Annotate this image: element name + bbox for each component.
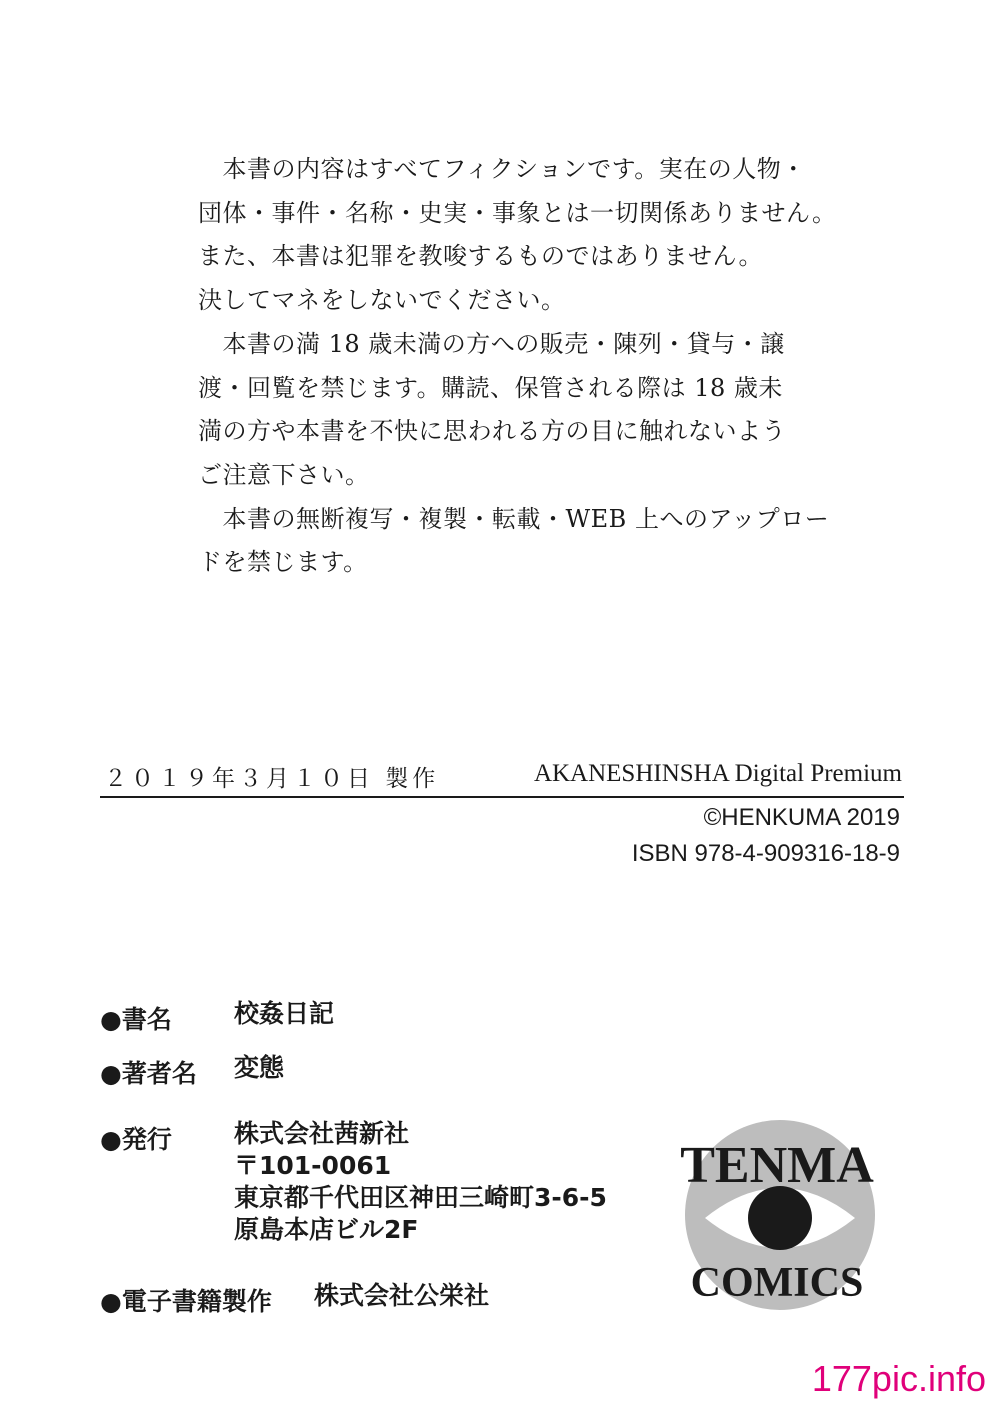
disclaimer-notice bbox=[198, 148, 837, 585]
credit-label: ●電子書籍製作 bbox=[100, 1287, 272, 1316]
production-date: ２０１９年３月１０日 製作 bbox=[104, 766, 440, 792]
logo-top-text: TENMA bbox=[680, 1137, 874, 1194]
notice-line: 本書の内容はすべてフィクションです。実在の人物・ bbox=[198, 155, 806, 183]
logo-bottom-text: COMICS bbox=[690, 1260, 864, 1306]
notice-line: 決してマネをしないでください。 bbox=[198, 286, 566, 315]
notice-line: また、本書は犯罪を教唆するものではありません。 bbox=[198, 242, 763, 271]
notice-line: 本書の満 18 歳未満の方への販売・陳列・貸与・譲 bbox=[198, 329, 785, 358]
notice-line: ドを禁じます。 bbox=[198, 548, 368, 577]
colophon-divider bbox=[100, 796, 904, 798]
imprint-brand: AKANESHINSHA Digital Premium bbox=[533, 760, 902, 787]
author-name: 変態 bbox=[234, 1053, 285, 1082]
publisher-address: 東京都千代田区神田三崎町3-6-5 bbox=[234, 1183, 607, 1212]
notice-line: 満の方や本書を不快に思われる方の目に触れないよう bbox=[198, 417, 786, 446]
notice-line: 団体・事件・名称・史実・事象とは一切関係ありません。 bbox=[198, 198, 837, 227]
watermark: 177pic.info bbox=[811, 1358, 986, 1399]
publisher-building: 原島本店ビル2F bbox=[234, 1215, 419, 1244]
notice-line: 本書の無断複写・複製・転載・WEB 上へのアップロー bbox=[198, 504, 830, 533]
publisher-name: 株式会社茜新社 bbox=[234, 1119, 410, 1148]
tenma-comics-logo bbox=[660, 1110, 895, 1310]
notice-line: ご注意下さい。 bbox=[198, 460, 370, 489]
publisher-postcode: 〒101-0061 bbox=[234, 1151, 392, 1180]
book-title: 校姦日記 bbox=[234, 999, 335, 1028]
ebook-producer: 株式会社公栄社 bbox=[314, 1281, 490, 1310]
isbn-line: ISBN 978-4-909316-18-9 bbox=[631, 840, 900, 867]
credit-label: ●著者名 bbox=[100, 1059, 197, 1088]
eye-pupil bbox=[748, 1186, 812, 1250]
credit-label: ●書名 bbox=[100, 1005, 172, 1034]
credit-label: ●発行 bbox=[100, 1125, 172, 1154]
copyright-line: ©HENKUMA 2019 bbox=[703, 804, 900, 831]
notice-line: 渡・回覧を禁じます。購読、保管される際は 18 歳未 bbox=[198, 373, 783, 402]
